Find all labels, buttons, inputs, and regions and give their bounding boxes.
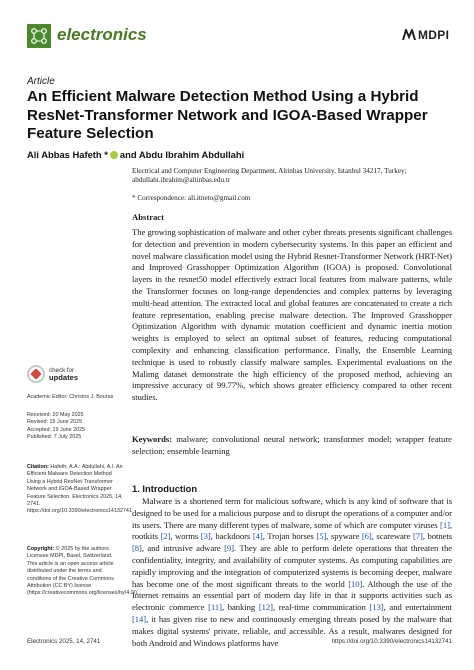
publication-dates	[27, 412, 123, 442]
reference-link[interactable]: [11]	[208, 602, 222, 613]
introduction-body	[132, 496, 452, 649]
keywords-text: malware; convolutional neural network; transformer model; wrapper feature selection; ensemble learning	[132, 434, 452, 456]
introduction-text: , backdoors	[210, 531, 253, 542]
author-second[interactable]: and Abdu Ibrahim Abdullahi	[119, 149, 245, 160]
reference-link[interactable]: [7]	[412, 531, 423, 542]
article-type: Article	[27, 76, 55, 87]
reference-link[interactable]: [12]	[258, 602, 273, 613]
keywords-label: Keywords:	[132, 434, 173, 444]
copyright-text: © 2025 by the authors. Licensee MDPI, Basel, Switzerland. This article is an open access article distributed under the terms and conditions of the Creative Commons Attribution (CC BY) license (https://creativecommons.org/licenses/by/4.0/).	[27, 546, 139, 597]
reference-link[interactable]: [10]	[348, 578, 363, 589]
introduction-text: . They are able to perform delete operations that threaten the confidentiality, integrity, and availability of computer systems. As computing capabilities are rapidly improving and the integration of computerized systems is becoming deeper, malware has become one of the most significant threats to the world	[132, 543, 452, 589]
citation-text: Hafeth, A.A.; Abdullahi, A.I. An Efficient Malware Detection Method Using a Hybrid ResNet-Transformer Network and IGOA-Based Wrapper Feature Selection. Electronics 2025, 14, 2741. https://doi.org/10.3390/electronics14132741	[27, 464, 132, 515]
date-revised: Revised: 15 June 2025	[27, 419, 83, 426]
date-published: Published: 7 July 2025	[27, 434, 82, 441]
reference-link[interactable]: [2]	[160, 531, 171, 542]
check-updates-line2: updates	[49, 373, 79, 382]
introduction-text: , worms	[170, 531, 201, 542]
article-title: An Efficient Malware Detection Method Using a Hybrid ResNet-Transformer Network and IGOA-Based Wrapper Feature Selection	[27, 88, 428, 142]
introduction-text: , and intrusive adware	[141, 543, 225, 554]
introduction-text: , and entertainment	[383, 602, 452, 613]
date-received: Received: 20 May 2025	[27, 412, 84, 418]
copyright-block	[27, 546, 139, 598]
introduction-text: , real-time communication	[272, 602, 370, 613]
reference-link[interactable]: [5]	[316, 531, 327, 542]
mdpi-icon	[402, 29, 416, 41]
introduction-text: , it has given rise to new and continuously emerging threats posed by the malware that makes digital systems' private, reliable, and accessible. As a result, malwares designed for both Android and Windows platforms have	[132, 613, 452, 648]
keywords	[132, 434, 452, 458]
introduction-text: Malware is a shortened term for malicious software, which is any kind of software that is designed to be used for a malicious purpose and to disrupt the operations of a computer and/or its users. There are many different types of malware, some of which are computer viruses	[132, 496, 452, 530]
abstract-body: The growing sophistication of malware and other cyber threats presents significant challenges for detection and prevention in modern cybersecurity systems. In this paper an efficient and novel malware classification model using the Hybrid Resnet-Transformer Network (HRT-Net) and Improved Grasshopper Optimization Algorithm (IGOA) is proposed. Convolutional layers in the resnet50 model effectively extract local features from malware patterns, while the Transformer focuses on long-range dependencies and complex patterns by leveraging multi-head attention. The extracted local and global features are concatenated to create a rich feature representation, enabling precise malware detection. The Improved Grasshopper Optimization Algorithm with dynamic mutation coefficient and dynamic inertia motion weights is employed to select an optimal subset of features, reducing computational complexity and enhancing classification performance. Finally, the Ensemble Learning technique is used to robustly classify malware samples. Experimental evaluations on the Malimg dataset demonstrate the high efficiency of the proposed method, achieving an impressive accuracy of 99.77%, which shows greater efficiency compared to other recent studies.	[132, 227, 452, 403]
reference-link[interactable]: [4]	[252, 531, 263, 542]
introduction-text: , Trojan horses	[262, 531, 317, 542]
orcid-icon[interactable]	[110, 151, 118, 159]
date-accepted: Accepted: 19 June 2025	[27, 426, 86, 433]
reference-link[interactable]: [3]	[200, 531, 211, 542]
introduction-text: , botnets	[422, 531, 452, 542]
introduction-text: , banking	[221, 602, 259, 613]
correspondence: * Correspondence: ali.itneto@gmail.com	[132, 194, 251, 202]
introduction-text: , spyware	[326, 531, 362, 542]
citation-label: Citation:	[27, 464, 49, 470]
introduction-text: , scareware	[371, 531, 413, 542]
affiliation: Electrical and Computer Engineering Department, Altinbas University, Istanbul 34217, Turkey; abdullahi.ibrahim@altinbas.edu.tr	[132, 167, 407, 184]
publisher-logo	[402, 28, 449, 42]
citation-block	[27, 464, 132, 516]
journal-logo-icon	[27, 24, 51, 48]
check-updates-icon	[27, 365, 45, 383]
author-list	[27, 149, 244, 160]
footer-journal-info: Electronics 2025, 14, 2741	[27, 638, 101, 645]
reference-link[interactable]: [8]	[132, 543, 142, 554]
check-for-updates-badge[interactable]	[27, 365, 78, 383]
reference-link[interactable]: [14]	[132, 613, 147, 624]
introduction-text: . Although the use of the Internet remains an essential part of modern day life in that it supports activities such as electronic commerce	[132, 578, 452, 613]
author-first[interactable]: Ali Abbas Hafeth *	[27, 149, 108, 160]
publisher-name: MDPI	[418, 28, 450, 42]
copyright-label: Copyright:	[27, 546, 55, 552]
reference-link[interactable]: [9]	[224, 543, 234, 554]
introduction-text: , rootkits	[132, 519, 452, 542]
reference-link[interactable]: [13]	[369, 602, 384, 613]
reference-link[interactable]: [1]	[440, 519, 450, 530]
footer-doi-link[interactable]: https://doi.org/10.3390/electronics14132741	[331, 638, 452, 645]
academic-editor: Academic Editor: Christos J. Bouras	[27, 394, 114, 400]
section-heading-introduction: 1. Introduction	[132, 483, 198, 494]
reference-link[interactable]: [6]	[361, 531, 372, 542]
journal-name: electronics	[57, 25, 147, 44]
abstract-heading: Abstract	[132, 212, 164, 222]
check-updates-line1: check for	[49, 367, 75, 374]
